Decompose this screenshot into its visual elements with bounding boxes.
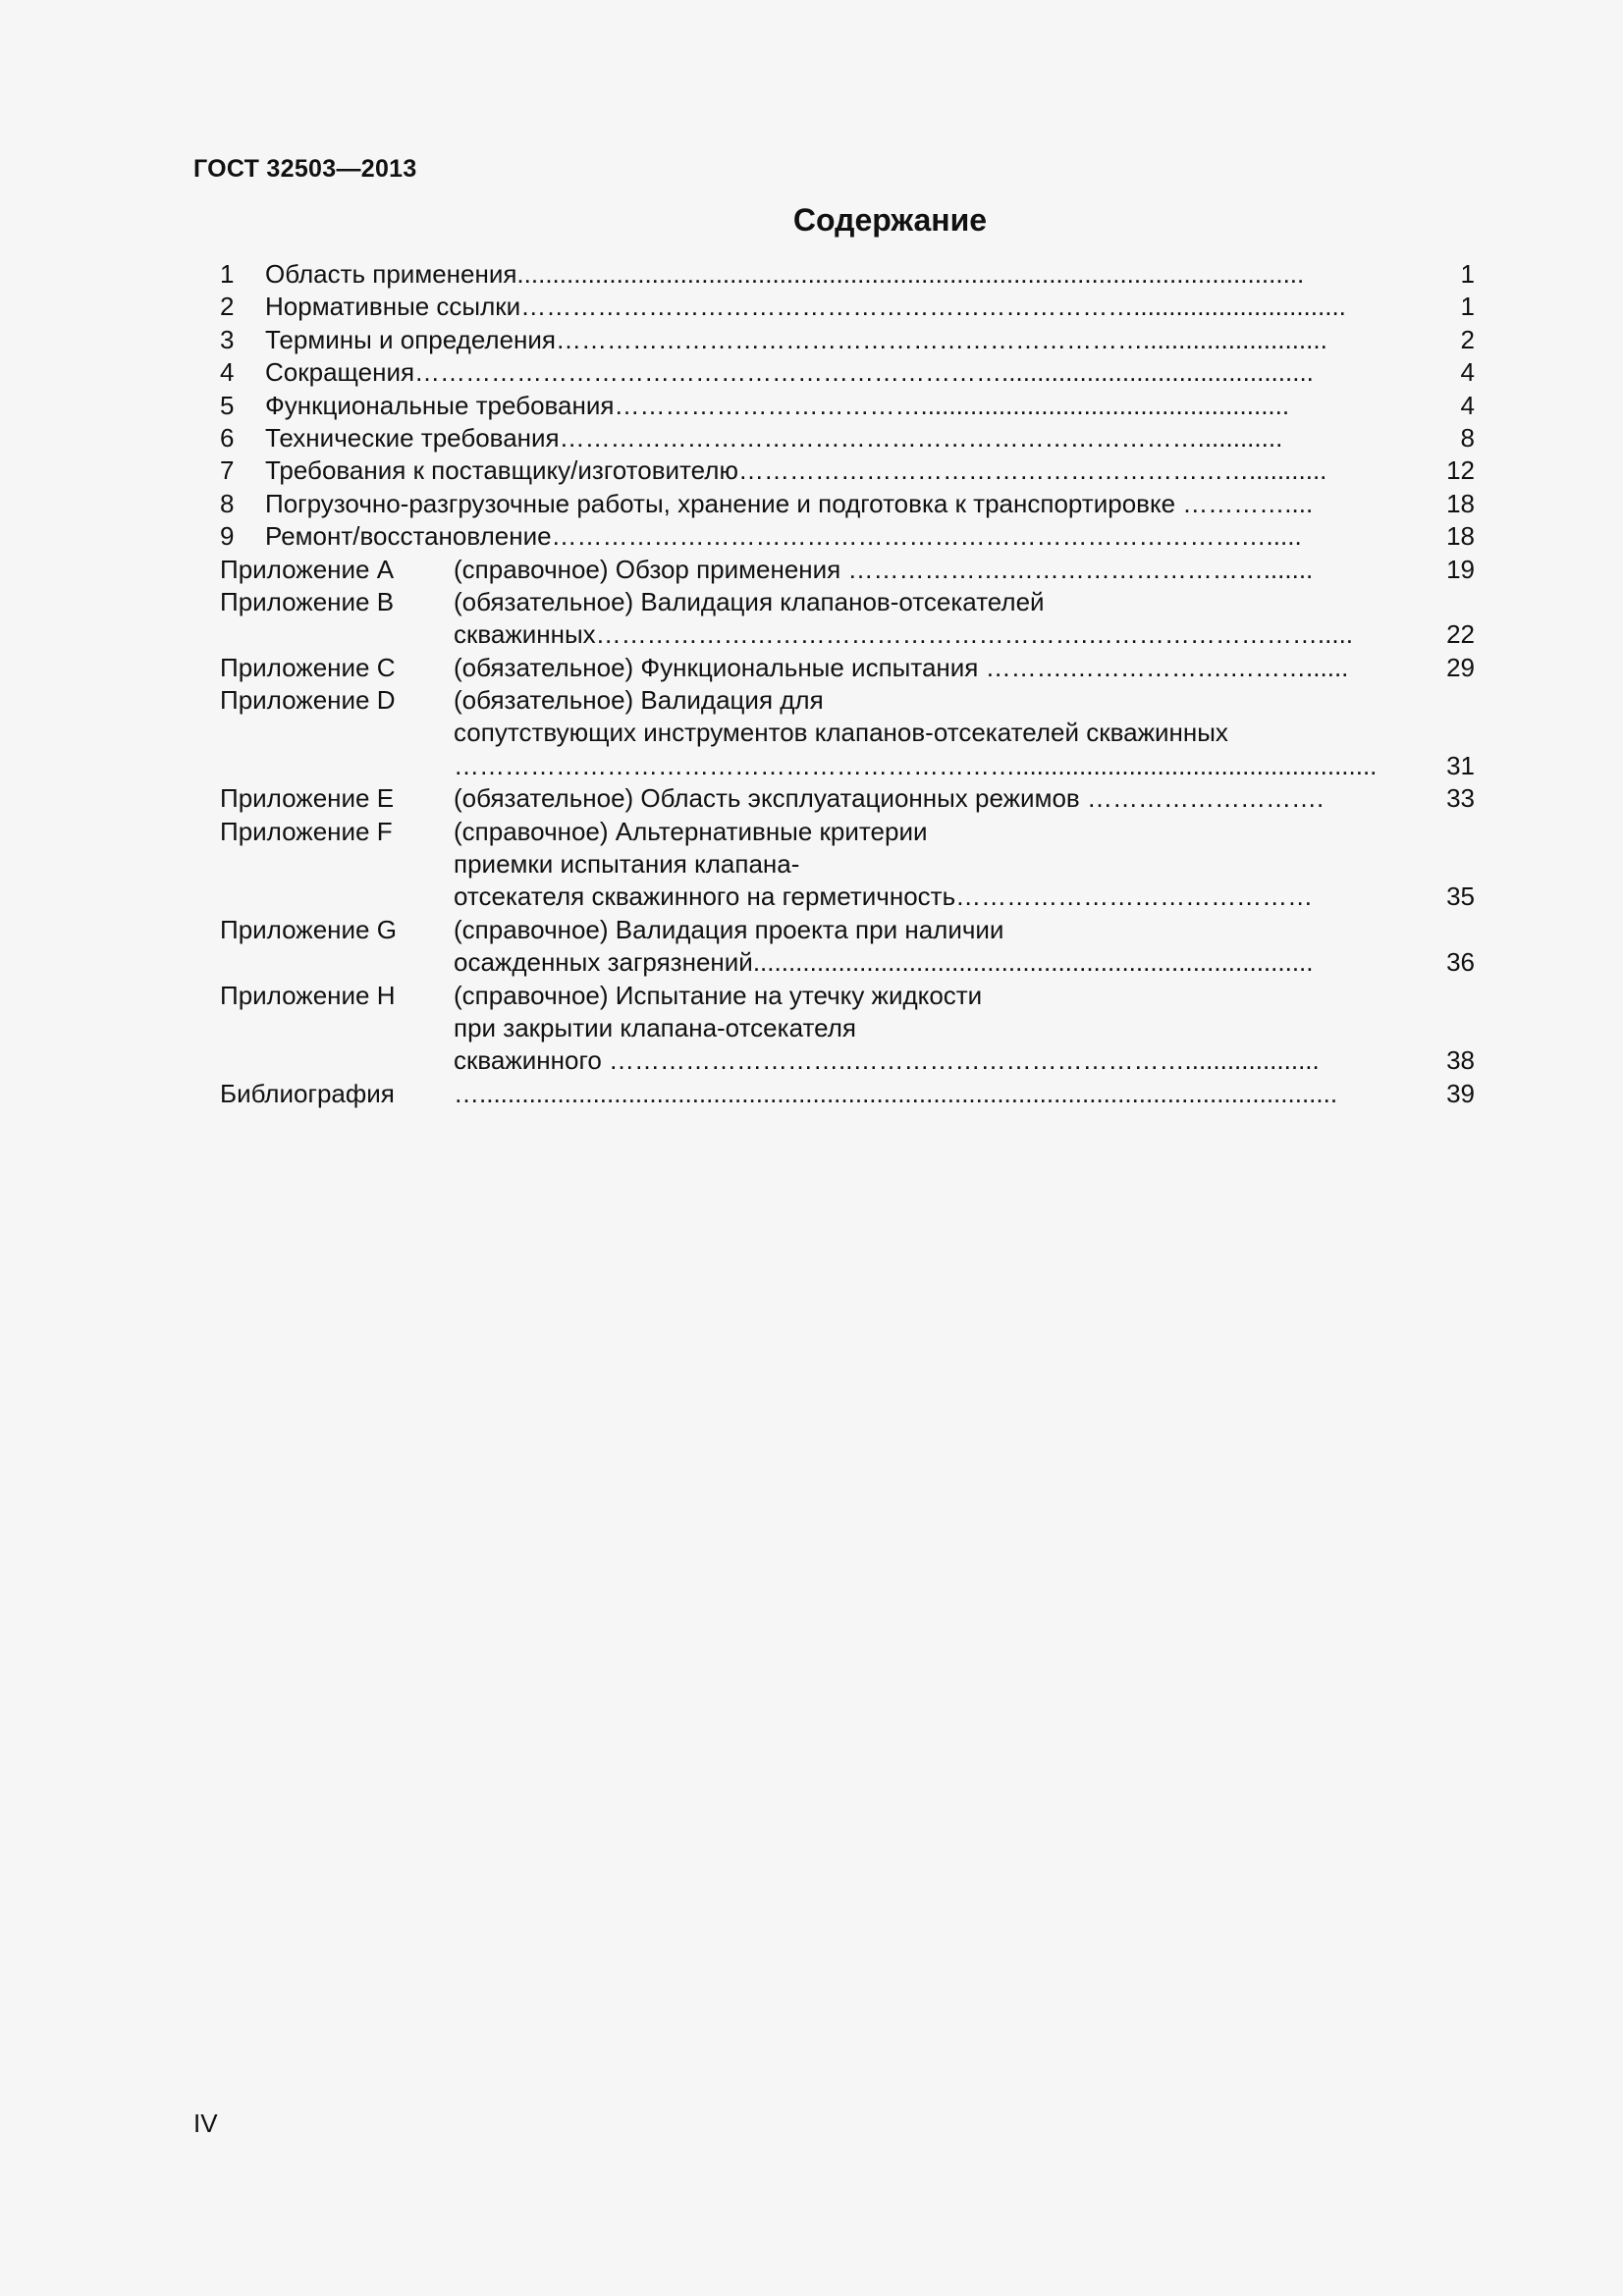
- toc-entry-number: 9: [220, 521, 235, 552]
- toc-appendix-label: Приложение G: [220, 914, 397, 944]
- toc-entry-page: 29: [1446, 652, 1475, 682]
- toc-entry[interactable]: [220, 1078, 1475, 1110]
- toc-entry[interactable]: [220, 291, 1475, 323]
- toc-entry-title: Погрузочно-разгрузочные работы, хранение и подготовка к транспортировке …………....: [265, 488, 1314, 518]
- toc-entry-page: 31: [1446, 750, 1475, 780]
- toc-entry-title: Область применения...............................................................................................................: [265, 259, 1305, 289]
- toc-entry-title: (обязательное) Валидация для: [454, 685, 824, 716]
- toc-entry[interactable]: [220, 652, 1475, 684]
- toc-entry-title: сопутствующих инструментов клапанов-отсекателей скважинных: [454, 718, 1228, 748]
- toc-entry[interactable]: [220, 488, 1475, 520]
- toc-entry-title: Требования к поставщику/изготовителю……………………………………………………...........: [265, 455, 1327, 486]
- toc-entry-page: 38: [1446, 1045, 1475, 1076]
- toc-entry-number: 1: [220, 259, 235, 289]
- toc-entry-page: 1: [1460, 259, 1475, 289]
- toc-entry-number: 8: [220, 488, 235, 518]
- toc-entry-page: 33: [1446, 783, 1475, 814]
- toc-entry[interactable]: [220, 422, 1475, 454]
- toc-entry[interactable]: [220, 390, 1475, 422]
- toc-entry-page: 39: [1446, 1078, 1475, 1108]
- toc-entry[interactable]: [220, 1044, 1475, 1077]
- document-code: ГОСТ 32503—2013: [193, 155, 417, 183]
- toc-entry-title: Сокращения……………………………………………………………............................................: [265, 357, 1314, 388]
- toc-appendix-label: Приложение F: [220, 816, 393, 846]
- toc-entry-page: 35: [1446, 881, 1475, 912]
- toc-entry-page: 19: [1446, 554, 1475, 584]
- toc-title: Содержание: [792, 202, 988, 238]
- toc-entry[interactable]: [220, 750, 1475, 782]
- toc-entry-title: Технические требования…………………………………………………………………............: [265, 422, 1283, 453]
- toc-entry-page: 22: [1446, 619, 1475, 650]
- toc-entry-title: осажденных загрязнений...............................................................................: [454, 947, 1314, 978]
- toc-entry-title: приемки испытания клапана-: [454, 849, 800, 880]
- toc-appendix-label: Приложение С: [220, 652, 396, 682]
- toc-entry-title: (справочное) Обзор применения ……………….………………………….......: [454, 554, 1314, 584]
- toc-entry-title: Нормативные ссылки………………………………………………………………..............................: [265, 292, 1346, 322]
- toc-entry[interactable]: [220, 258, 1475, 291]
- toc-appendix-label: Приложение D: [220, 685, 396, 716]
- toc-entry-page: 4: [1460, 357, 1475, 388]
- toc-appendix-label: Приложение Н: [220, 980, 396, 1010]
- toc-entry[interactable]: [220, 848, 1475, 881]
- toc-entry[interactable]: [220, 520, 1475, 553]
- toc-entry-number: 7: [220, 455, 235, 486]
- toc-entry[interactable]: [220, 946, 1475, 979]
- table-of-contents: [220, 258, 1475, 1110]
- toc-entry-page: 36: [1446, 947, 1475, 978]
- toc-entry-title: скважинных………………………………………………….……………………….....: [454, 619, 1354, 650]
- toc-entry-title: Функциональные требования………………………………....................................................: [265, 390, 1290, 420]
- toc-entry[interactable]: [220, 554, 1475, 586]
- toc-entry[interactable]: [220, 684, 1475, 717]
- toc-entry-title: Термины и определения……………………………………………………………..........................: [265, 324, 1327, 354]
- page-number: IV: [193, 2109, 218, 2138]
- toc-entry-page: 18: [1446, 488, 1475, 518]
- toc-entry-number: 6: [220, 422, 235, 453]
- toc-entry-page: 2: [1460, 324, 1475, 354]
- toc-entry[interactable]: [220, 324, 1475, 356]
- toc-entry-page: 4: [1460, 390, 1475, 420]
- toc-appendix-label: Библиография: [220, 1078, 395, 1108]
- toc-entry-page: 8: [1460, 422, 1475, 453]
- toc-entry[interactable]: [220, 782, 1475, 815]
- toc-entry-title: (обязательное) Валидация клапанов-отсекателей: [454, 586, 1045, 616]
- toc-entry[interactable]: [220, 881, 1475, 913]
- toc-entry-title: отсекателя скважинного на герметичность……………………………………: [454, 881, 1314, 912]
- toc-entry-title: …………………………………………………………...................................................: [454, 750, 1378, 780]
- toc-entry[interactable]: [220, 717, 1475, 749]
- toc-entry-title: (обязательное) Область эксплуатационных режимов ……………………….: [454, 783, 1325, 814]
- toc-entry[interactable]: [220, 618, 1475, 651]
- toc-entry-number: 4: [220, 357, 235, 388]
- toc-entry-page: 18: [1446, 521, 1475, 552]
- toc-entry[interactable]: [220, 816, 1475, 848]
- toc-entry[interactable]: [220, 1012, 1475, 1044]
- toc-appendix-label: Приложение А: [220, 554, 395, 584]
- toc-entry-number: 5: [220, 390, 235, 420]
- toc-entry-number: 2: [220, 292, 235, 322]
- toc-entry[interactable]: [220, 914, 1475, 946]
- toc-entry-page: 1: [1460, 292, 1475, 322]
- toc-appendix-label: Приложение В: [220, 586, 395, 616]
- toc-entry[interactable]: [220, 980, 1475, 1012]
- toc-entry-title: (обязательное) Функциональные испытания ……….……………….………......: [454, 652, 1349, 682]
- toc-entry-title: скважинного ………………………..…………………………………...................: [454, 1045, 1320, 1076]
- toc-entry[interactable]: [220, 356, 1475, 389]
- toc-entry[interactable]: [220, 454, 1475, 487]
- toc-entry-page: 12: [1446, 455, 1475, 486]
- toc-appendix-label: Приложение Е: [220, 783, 395, 814]
- toc-entry-title: при закрытии клапана-отсекателя: [454, 1012, 856, 1042]
- toc-entry-title: (справочное) Испытание на утечку жидкости: [454, 980, 983, 1010]
- toc-entry-title: ….........................................................................................................................: [454, 1078, 1338, 1108]
- toc-entry-number: 3: [220, 324, 235, 354]
- toc-entry-title: Ремонт/восстановление………………………………………………………………………….....: [265, 521, 1302, 552]
- toc-entry[interactable]: [220, 586, 1475, 618]
- toc-entry-title: (справочное) Альтернативные критерии: [454, 816, 928, 846]
- toc-entry-title: (справочное) Валидация проекта при наличии: [454, 914, 1004, 944]
